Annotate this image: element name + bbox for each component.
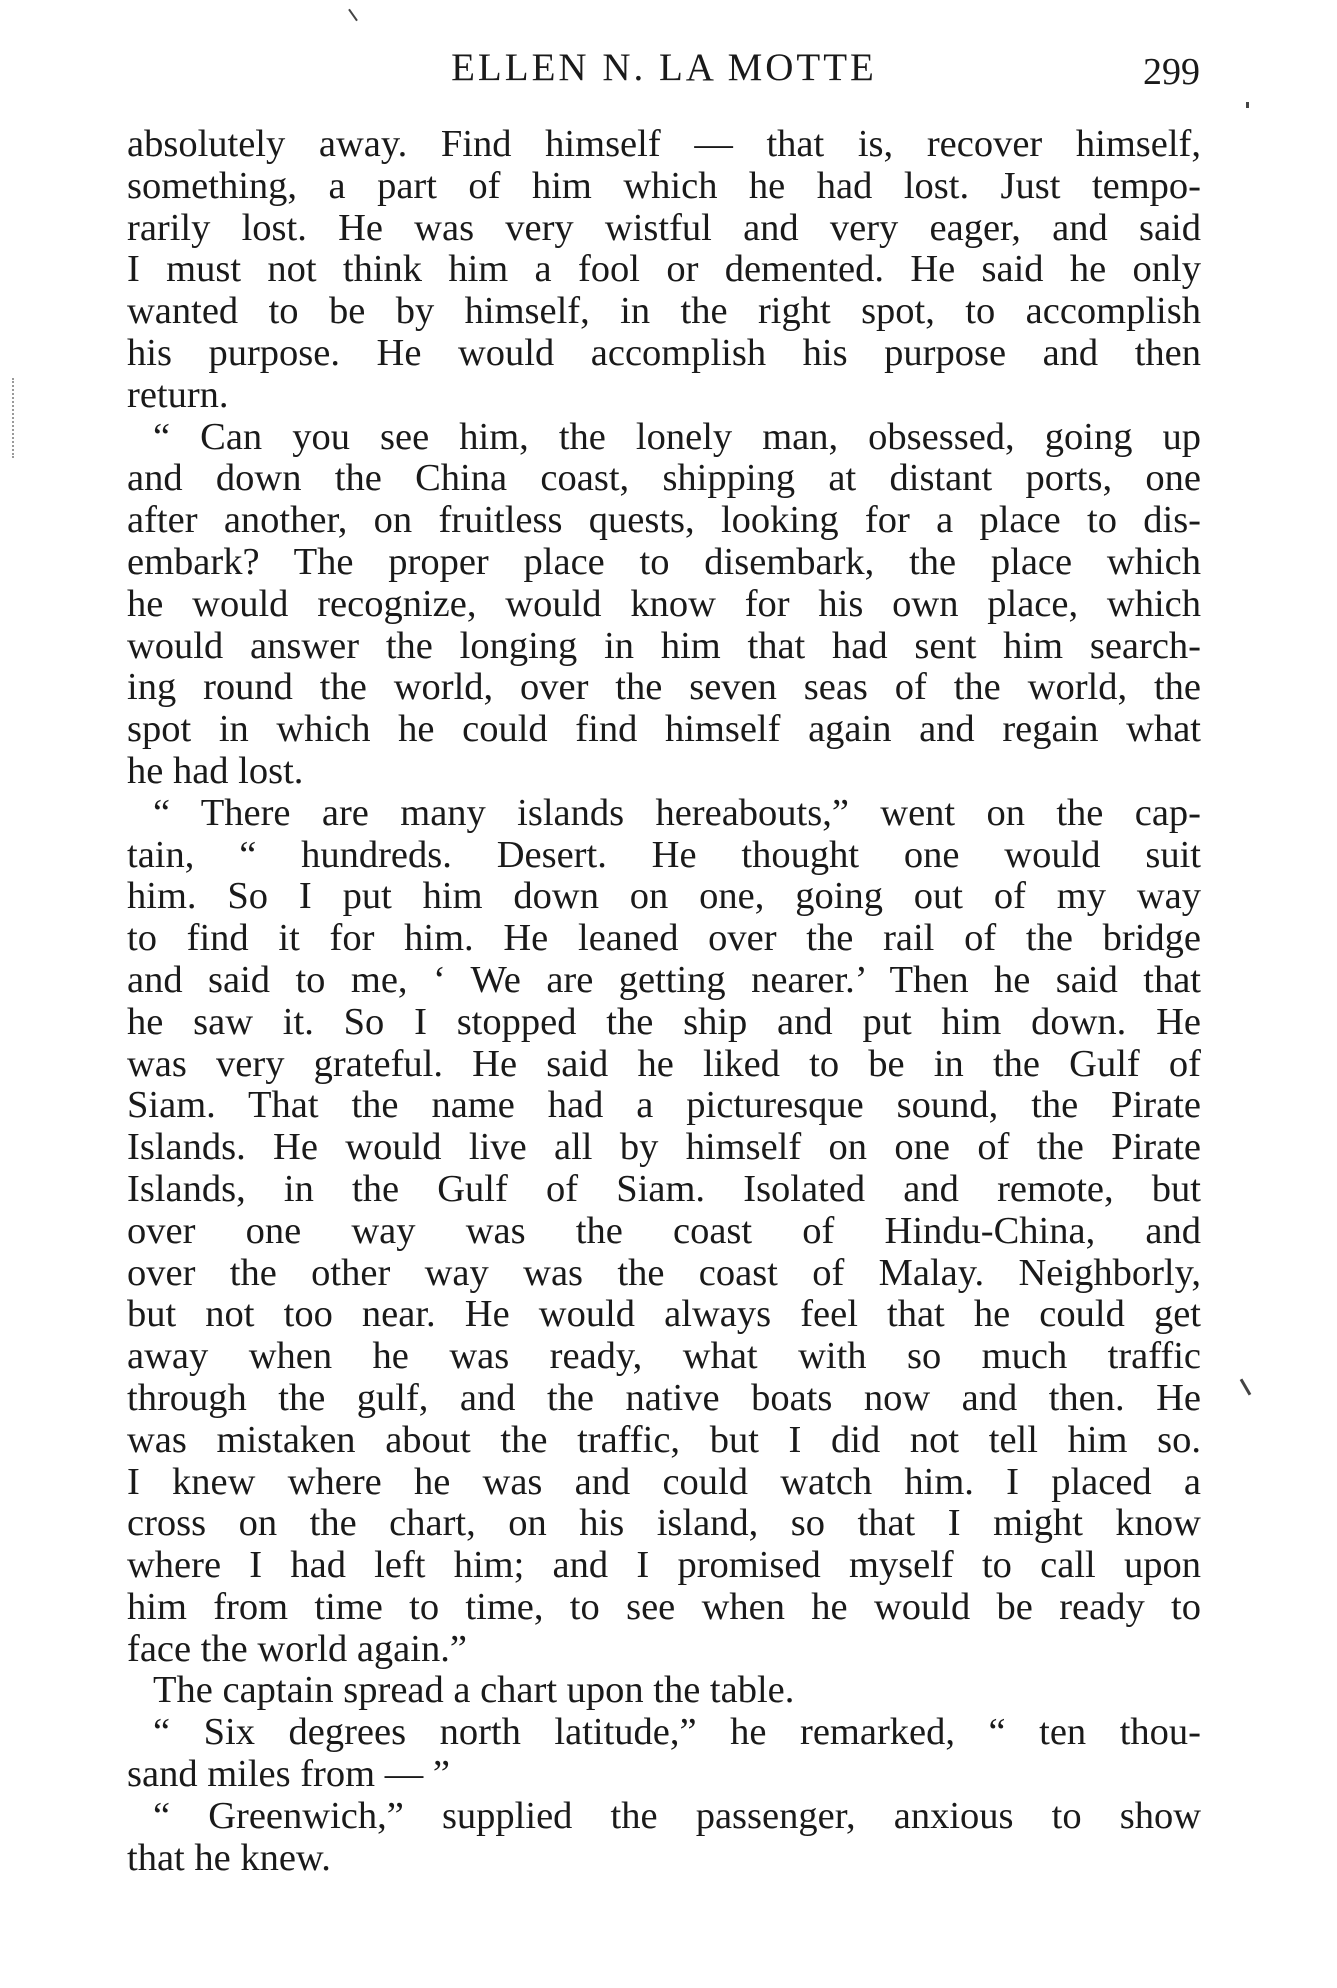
stray-mark <box>1246 102 1249 108</box>
text-line: rarily lost. He was very wistful and very eager, and said <box>127 206 1201 249</box>
text-line: but not too near. He would always feel that he could get <box>127 1293 1201 1336</box>
text-line: absolutely away. Find himself — that is, recover himself, <box>127 123 1201 165</box>
text-line: Islands, in the Gulf of Siam. Isolated and remote, but <box>127 1167 1201 1210</box>
text-line: ing round the world, over the seven seas of the world, the <box>127 666 1201 709</box>
text-line: and said to me, ‘ We are getting nearer.’ Then he said that <box>127 958 1201 1001</box>
text-line: over the other way was the coast of Malay. Neighborly, <box>127 1251 1201 1294</box>
body-text <box>127 124 1201 1879</box>
text-line: he had lost. <box>127 749 304 792</box>
running-title: ELLEN N. LA MOTTE <box>451 46 877 89</box>
text-line: him from time to time, to see when he would be ready to <box>127 1585 1201 1628</box>
text-line: after another, on fruitless quests, looking for a place to dis- <box>127 499 1201 542</box>
text-line: spot in which he could find himself again and regain what <box>127 708 1201 751</box>
text-line: sand miles from — ” <box>127 1753 450 1796</box>
text-line: and down the China coast, shipping at distant ports, one <box>127 457 1201 500</box>
text-line: Siam. That the name had a picturesque sound, the Pirate <box>127 1084 1201 1127</box>
text-line: embark? The proper place to disembark, the place which <box>127 540 1201 583</box>
running-head <box>128 38 1200 98</box>
text-line: “ Can you see him, the lonely man, obsessed, going up <box>153 415 1201 458</box>
text-line: tain, “ hundreds. Desert. He thought one would suit <box>127 833 1201 876</box>
text-line: to find it for him. He leaned over the rail of the bridge <box>127 917 1201 960</box>
text-line: that he knew. <box>127 1836 331 1879</box>
text-line: face the world again.” <box>127 1627 467 1670</box>
text-line: “ Six degrees north latitude,” he remarked, “ ten thou- <box>153 1711 1201 1754</box>
text-line: he would recognize, would know for his own place, which <box>127 582 1201 625</box>
text-line: his purpose. He would accomplish his purpose and then <box>127 331 1201 374</box>
text-line: cross on the chart, on his island, so that I might know <box>127 1502 1201 1545</box>
text-line: away when he was ready, what with so much traffic <box>127 1335 1201 1378</box>
text-line: The captain spread a chart upon the table. <box>153 1669 795 1712</box>
text-line: I must not think him a fool or demented. He said he only <box>127 248 1201 291</box>
text-line: would answer the longing in him that had sent him search- <box>127 624 1201 667</box>
page-number: 299 <box>1143 51 1200 93</box>
text-line: was mistaken about the traffic, but I did not tell him so. <box>127 1418 1201 1461</box>
text-line: he saw it. So I stopped the ship and put him down. He <box>127 1000 1201 1043</box>
text-line: was very grateful. He said he liked to be in the Gulf of <box>127 1042 1201 1085</box>
text-line: something, a part of him which he had lost. Just tempo- <box>127 164 1201 207</box>
text-line: him. So I put him down on one, going out of my way <box>127 875 1201 918</box>
text-line: Islands. He would live all by himself on one of the Pirate <box>127 1126 1201 1169</box>
stray-mark <box>348 9 358 22</box>
text-line: I knew where he was and could watch him. I placed a <box>127 1460 1201 1503</box>
stray-mark <box>1240 1378 1252 1395</box>
text-line: over one way was the coast of Hindu-China, and <box>127 1209 1201 1252</box>
text-line: through the gulf, and the native boats now and then. He <box>127 1376 1201 1419</box>
text-line: where I had left him; and I promised myself to call upon <box>127 1544 1201 1587</box>
text-line: wanted to be by himself, in the right spot, to accomplish <box>127 290 1201 333</box>
text-line: “ There are many islands hereabouts,” went on the cap- <box>153 791 1201 834</box>
text-line: “ Greenwich,” supplied the passenger, anxious to show <box>153 1794 1201 1837</box>
text-line: return. <box>127 373 229 416</box>
margin-dots <box>12 378 16 458</box>
